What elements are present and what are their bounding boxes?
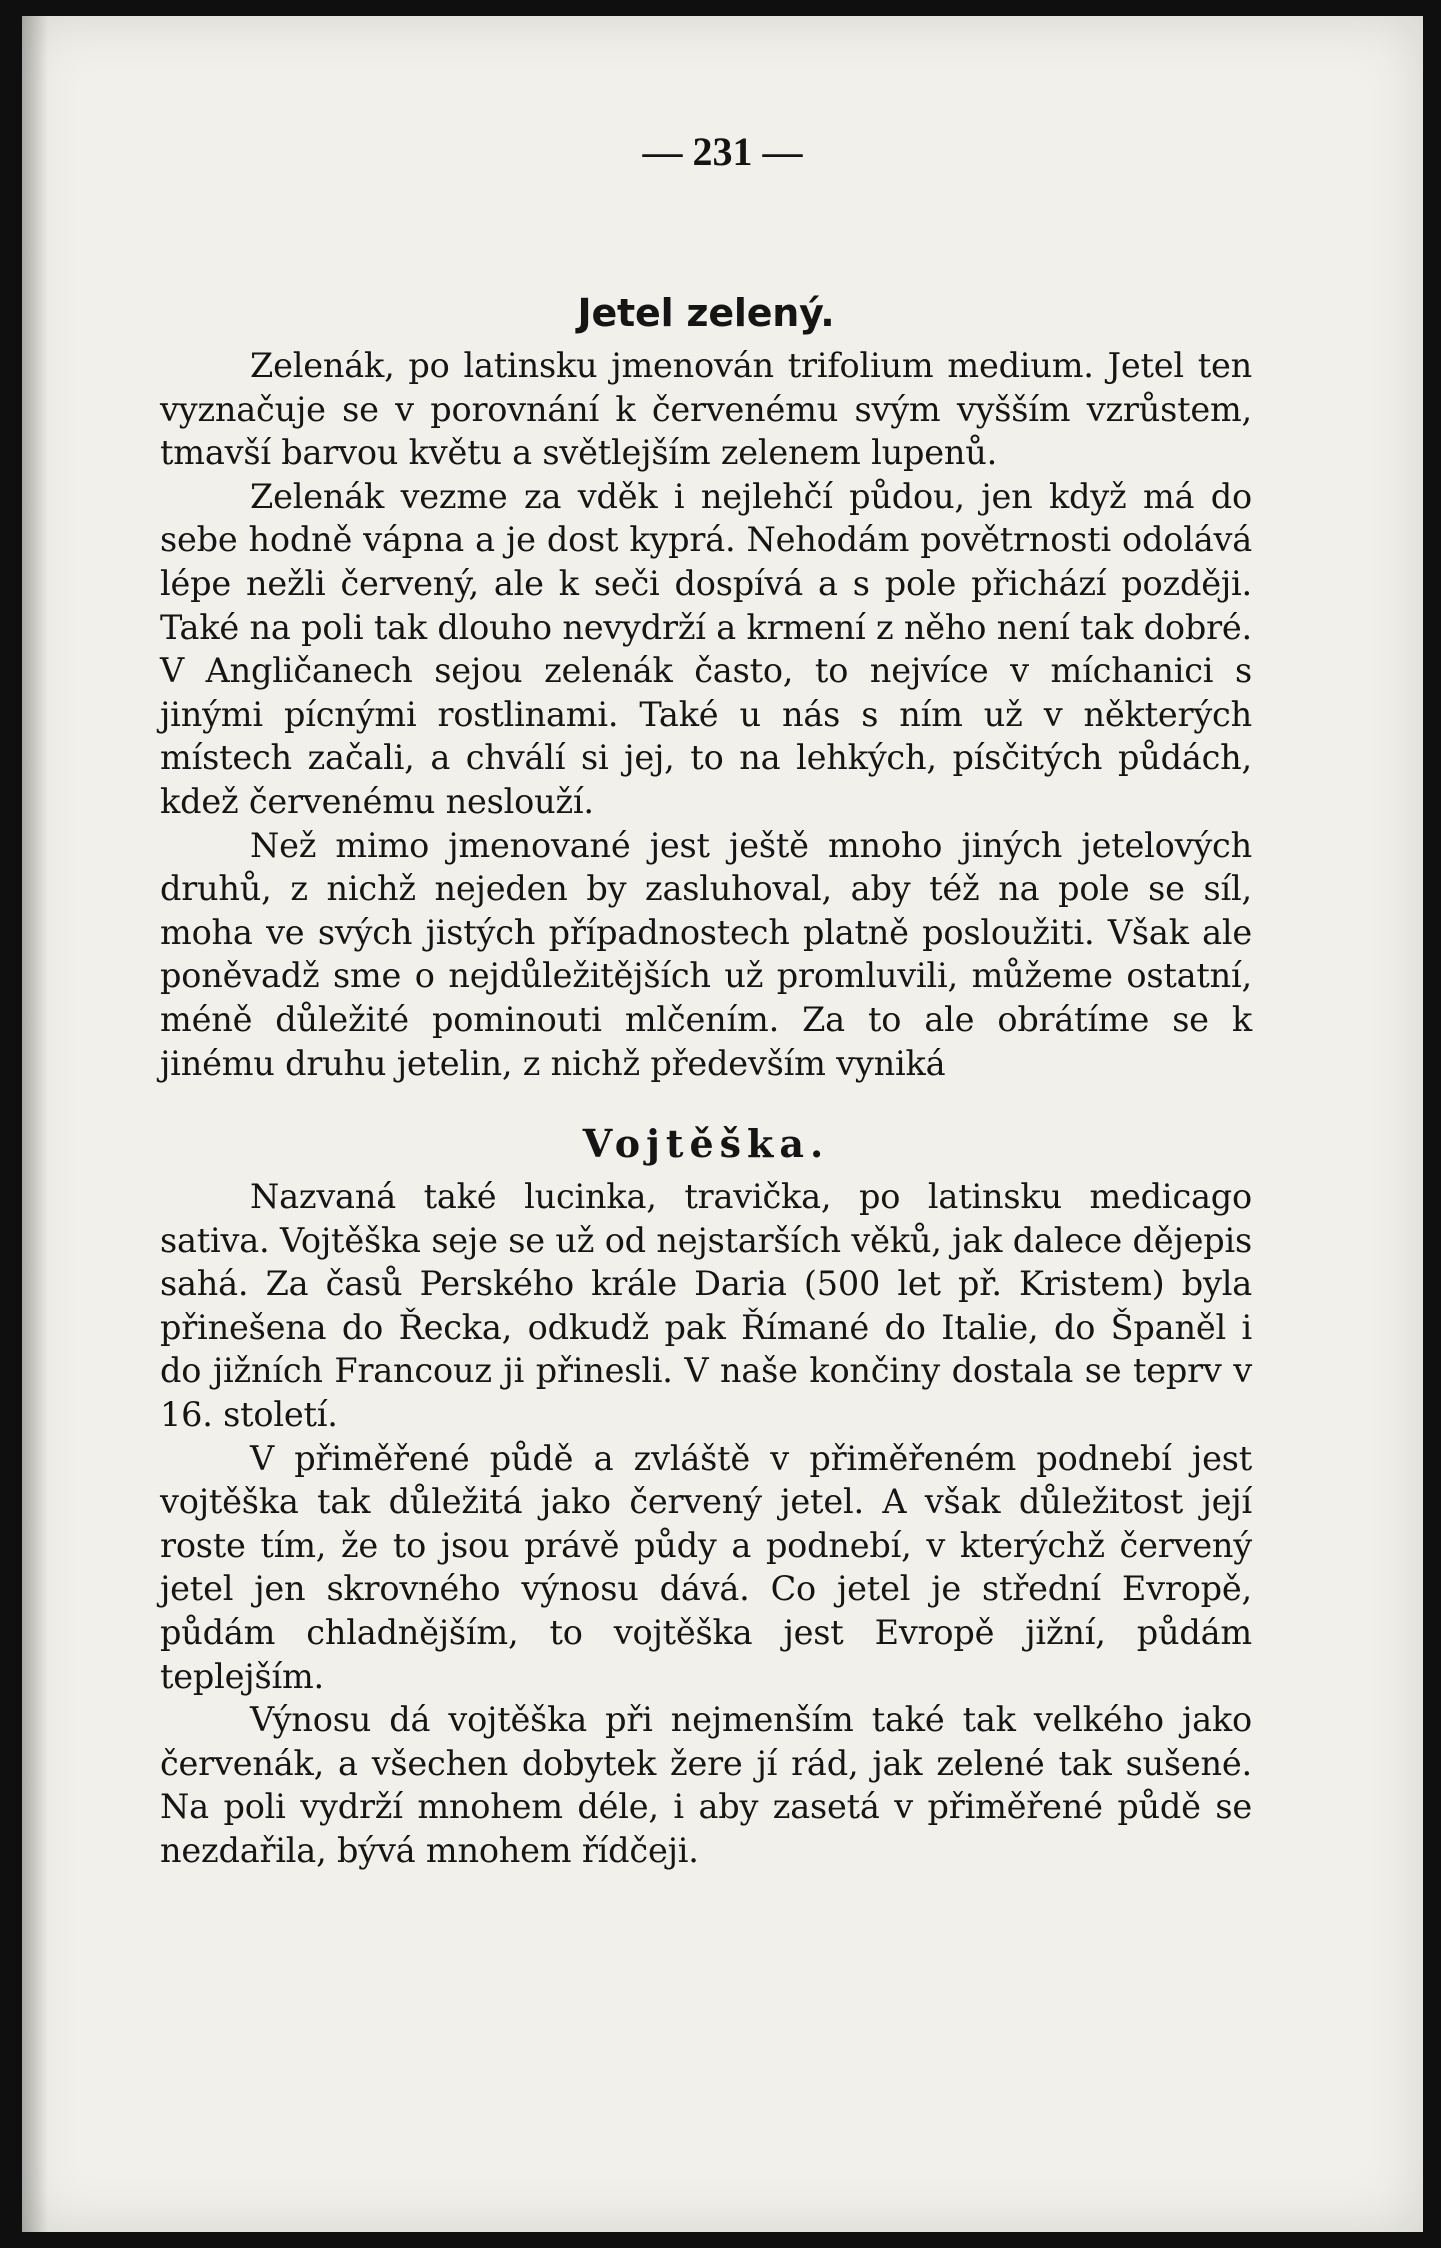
paragraph: V přiměřené půdě a zvláště v přiměřeném podnebí jest vojtěška tak důležitá jako červený jetel. A však důležitost její roste tím, že to jsou právě půdy a podnebí, v kterýchž červený jetel jen skrovného výnosu dává. Co jetel je střední Evropě, půdám chladnějším, to vojtěška jest Evropě jižní, půdám teplejším. [160,1438,1252,1696]
section-heading: Vojtěška. [582,1121,830,1167]
paragraph: Výnosu dá vojtěška při nejmenším také tak velkého jako červenák, a všechen dobytek žere jí rád, jak zelené tak sušené. Na poli vydrží mnohem déle, i aby zasetá v přiměřené půdě se nezdařila, bývá mnohem řídčeji. [160,1700,1252,1870]
section-jetel-zeleny [160,282,1252,1085]
text-column [160,272,1252,1873]
section-vojteska [160,1113,1252,1873]
book-page [22,16,1423,2232]
spine-shadow [22,16,48,2232]
paragraph: Než mimo jmenované jest ještě mnoho jiných jetelových druhů, z nichž nejeden by zasluhoval, aby též na pole se síl, moha ve svých jistých případnostech platně posloužiti. Však ale poněvadž sme o nejdůležitějších už promluvili, můžeme ostatní, méně důležité pominouti mlčením. Za to ale obrátíme se k jinému druhu jetelin, z nichž především vyniká [160,825,1252,1083]
section-heading: Jetel zelený. [577,291,835,335]
page-number: — 231 — [642,129,803,174]
paragraph: Zelenák vezme za vděk i nejlehčí půdou, jen když má do sebe hodně vápna a je dost kyprá. Nehodám povětrnosti odolává lépe nežli červený, ale k seči dospívá a s pole přichází později. Také na poli tak dlouho nevydrží a krmení z něho není tak dobré. V Angličanech sejou zelenák často, to nejvíce v míchanici s jinými pícnými rostlinami. Také u nás s ním už v některých místech začali, a chválí si jej, to na lehkých, písčitých půdách, kdež červenému neslouží. [160,476,1252,821]
paragraph: Zelenák, po latinsku jmenován trifolium medium. Jetel ten vyznačuje se v porovnání k červenému svým vyšším vzrůstem, tmavší barvou květu a světlejším zelenem lupenů. [160,346,1252,473]
paragraph: Nazvaná také lucinka, travička, po latinsku medicago sativa. Vojtěška seje se už od nejstarších věků, jak dalece dějepis sahá. Za časů Perského krále Daria (500 let př. Kristem) byla přinešena do Řecka, odkudž pak Římané do Italie, do Španěl i do jižních Francouz ji přinesli. V naše končiny dostala se teprv v 16. století. [160,1177,1252,1435]
